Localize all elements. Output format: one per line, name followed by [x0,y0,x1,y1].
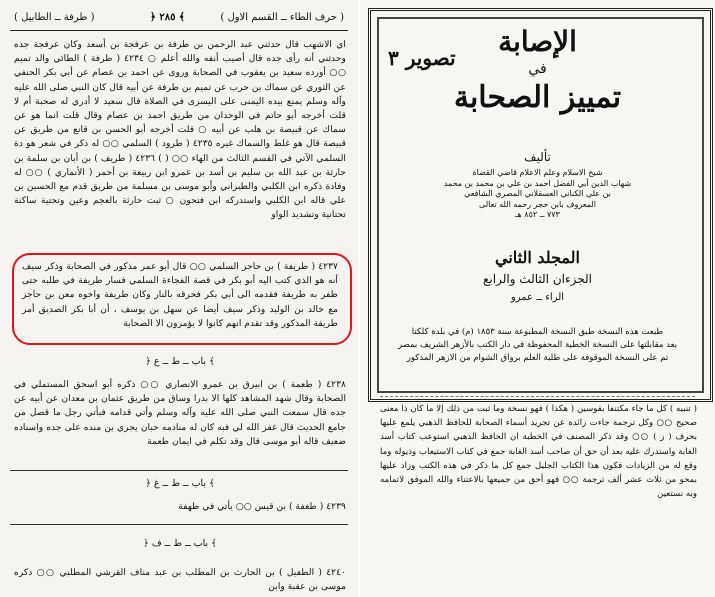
page-number: ﴿ ٢٨٥ ﴾ [150,12,185,23]
title-line-2: في [528,61,547,77]
section-ta-ghayn: ﴿ باب ــ ط ــ غ ﴾ [145,478,215,489]
author-line: المعروف بابن حجر رحمه الله تعالى [479,199,596,209]
entry-4238-block [14,378,346,464]
divider-rule [10,470,348,471]
header-left: ( طرفة ــ الطابيل ) [14,12,95,23]
entry-4240: ٤٢٤٠ ( الطفيل ) بن الحارث بن المطلب بن عبد مناف القرشي المطلبي ○○ ذكره موسى بن عقبة وابن [14,567,346,593]
author-block [380,168,695,221]
entry-4238: ٤٢٣٨ ( طعمة ) بن ابيرق بن عمرو الانصاري ○○ ذكره أبو اسحق المستملي في الصحابة وقال شهد المشاهد كلها الا بدرا وساق من طريق عثمان بن معدان عن أبيه عن جده قال سمعت النبي صلى الله عليه وآله وسلم وأتي قدامه فبأتي رجل ما قصل من جامع الحديث قال غفر الله لي فبه كان له منادمه حبان يجري بن منده على جده واسناده ضعيف قاله أبو موسى قال وقد تكلم في ايمان طعمة [14,379,346,447]
divider-rule [10,524,348,525]
volume-label: المجلد الثاني [495,248,580,267]
author-line: بن علي الكناني العسقلاني المصري الشافعي [464,189,611,198]
print-note-line: بعد مقابلتها على النسخة الخطية المحفوظة في دار الكتب بالأزهر الشريف بمصر [397,340,678,350]
section-ta-fa-label: باب ــ ط ــ ف [151,538,209,549]
footnote-block [380,402,697,552]
section-ta-ayn: ﴿ باب ــ ط ــ ع ﴾ [145,356,215,367]
print-note-line: تم على النسخة الموقوفة على طلبة العلم برواق الشوام من الازهر المذكور [406,353,669,363]
authored-by: تأليف [524,150,551,164]
entry-4240-block [14,566,346,593]
image-tag-label: تصوير ٣ [388,46,456,70]
author-line: شيخ الاسلام وعلم الاعلام قاضي القضاة [472,168,603,177]
parts-label: الجزءان الثالث والرابع [483,272,592,286]
entry-4239-block [14,500,346,516]
book-title: تمييز الصحابة [453,80,622,115]
footnote-text: ( تنبيه ) كل ما جاء مكتنفا بقوسين ( هكذا ) فهو نسخة وما ثبت من ذلك إلا ما كان ذا معنى صحيح ○○ وكل ترجمة جاءت زائدة عن تجريد أسماء الصحابة للحافظ الذهبي يلمع عليها بحرف ( ز ) ○○ وقد ذكر المصنف في الخطبة ان الحافظ الذهبي استوعب كتاب أسد الغابة واستدرك عليه بعد أن حق أن صاحب أسد الغابة جمع في كتاب الاستيعاب وذيوله وما وقع له من الزيادات فكون هذا الكتاب الجليل جمع كل ما ذكر في هذه الكتب وزاد عليها بمحو من ثلاث عشر ألف ترجمة ○○ فهو أحق من جميعها بالاعتناء والله الموفق لاتمامه وبه نستعين [380,404,697,500]
highlighted-entry [22,260,338,336]
divider-rule [380,396,695,397]
section-ta-ayn-label: باب ــ ط ــ ع [153,356,207,367]
title-line-1: الإصابة [498,25,577,58]
entry-4239: ٤٢٣٩ ( طغفة ) بن قيس ○○ يأتي في طهفة [178,501,346,512]
subparts-label: الراء ــ عمرو [510,292,565,303]
body-text-top [14,38,346,252]
print-note-line: طبعت هذه النسخة طبق النسخة المطبوعة سنة ١٨٥٣ (م) في بلدة كلكتا [411,327,664,337]
page-header [10,8,348,30]
author-line: ٧٧٣ ــ ٨٥٢ هـ [515,210,560,219]
right-page [360,0,715,597]
header-right: ( حرف الطاء ــ القسم الاول ) [220,12,344,23]
entry-4237: ٤٢٣٧ ( طريفة ) بن حاجز السلمي ○○ قال أبو عمر مذكور في الصحابة وذكر سيف أنه هو الذي كتب اليه أبو بكر في قصة الفجاءة السلمي فسار طريفة في طلبه حتى ظفر به طريفة فقدمه الى أبي بكر فحرقه بالنار وكان طريفة واخوه معن بن حاجز مع خالد بن الوليد وذكر سيف أيضا عن سهل بن يوسف ، أن أبا بكر الصديق أمر طريفة المذكور وقد تقدم انهم كانوا لا يؤمرون الا الصحابة [22,261,338,329]
header-divider [10,30,348,31]
section-ta-ghayn-label: باب ــ ط ــ غ [153,478,207,489]
author-line: شهاب الدين أبي الفضل احمد بن علي بن محمد بن محمد [443,178,632,188]
print-note [380,326,695,365]
entries-4234-4236: اي الاشهب قال حدثني عبد الرحمن بن طرفة بن عرفجة بن أسعد وكان عرفجة جده وحدثني أنه رأى جده قال أصيب أنفه والله أعلم ○ ٤٢٣٤ ( طرفة ) الطائي والد تميم ○○ أورده سعيد بن يعقوب في الصحابة وروى عن احمد بن عصام عن أبي بكر الحنفي عن الثوري عن سماك بن حرب عن تميم بن طرفة عن أبيه قال كان النبي صلى الله عليه وآله وسلم يمنع بيده اليمنى على اليسرى في الصلاة قال سعيد لا أدري له صحبة أم لا قلت أخرجه أبو حاتم في الوحدان من طريق احمد بن عصام وقال قلت انما هو عن سماك عن قبيصة بن هلب عن أبيه ○ قلت أخرجه أبو الحسن بن قانع من طريق عن قبيصة قال هو غلط والسماك غيره ٤٢٣٥ ( طرود ) السلمي ○○ له ذكر في شعر هو دة السلمي الآتي في القسم الثالث من الهاء ○○ ( ) ٤٢٣٦ ( طريف ) بن أبان بن سلمة بن حارثة بن عبد الله بن سليم بن أسد بن عمرو ابن ربيعة بن أحمر ( الأنماري ) ○○ له وفادة ذكره ابن الكلبي والطبراني وأبو موسى بن مسلمة من طريق قدم مع الحسين بن علي قاله ابن الكلبي واستدركه ابن فتحون ○ ثبت حارثة بالعجم وعين وتحتية ساكنة تحتانية وتشديد الواو [14,39,346,221]
section-ta-fa: ﴿ باب ــ ط ــ ف ﴾ [143,538,217,549]
page-number-value: ٢٨٥ [159,12,176,23]
